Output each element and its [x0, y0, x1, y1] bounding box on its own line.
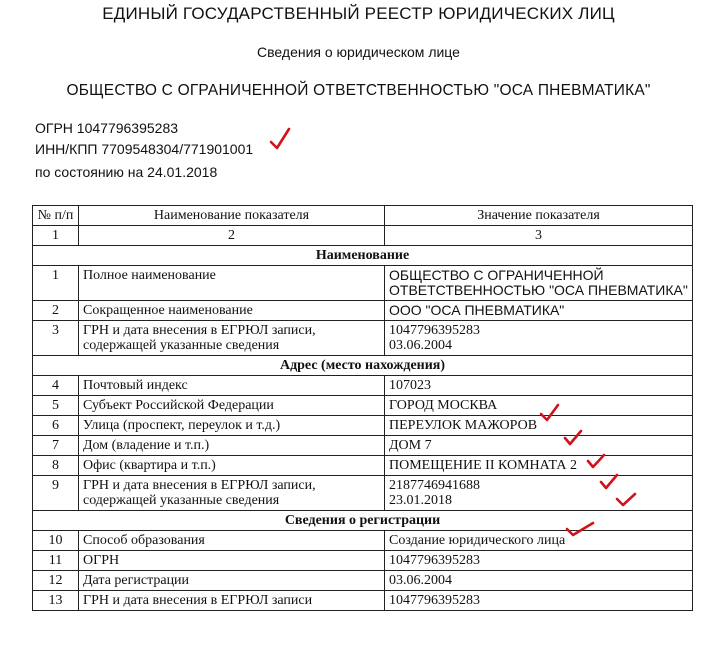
header-cell-number: № п/п: [33, 206, 79, 226]
table-row: [33, 396, 693, 416]
row-indicator: ГРН и дата внесения в ЕГРЮЛ записи: [79, 591, 385, 611]
row-value: ООО "ОСА ПНЕВМАТИКА": [385, 301, 693, 321]
table-header-row: [33, 206, 693, 226]
row-number: 13: [33, 591, 79, 611]
row-number: 5: [33, 396, 79, 416]
header-cell-indicator: Наименование показателя: [79, 206, 385, 226]
row-number: 7: [33, 436, 79, 456]
row-indicator: ГРН и дата внесения в ЕГРЮЛ записи, содержащей указанные сведения: [79, 476, 385, 511]
table-row: [33, 416, 693, 436]
table-row: [33, 551, 693, 571]
row-value: Создание юридического лица: [385, 531, 693, 551]
row-value: 1047796395283: [385, 551, 693, 571]
row-number: 2: [33, 301, 79, 321]
row-indicator: Улица (проспект, переулок и т.д.): [79, 416, 385, 436]
row-value: 1047796395283: [385, 591, 693, 611]
header-cell-value: Значение показателя: [385, 206, 693, 226]
row-value: 03.06.2004: [385, 571, 693, 591]
row-number: 11: [33, 551, 79, 571]
table-row: [33, 476, 693, 511]
table-row: [33, 376, 693, 396]
row-number: 6: [33, 416, 79, 436]
table-row: [33, 266, 693, 301]
column-number-row: [33, 226, 693, 246]
ogrn-line: ОГРН 1047796395283: [35, 120, 179, 136]
table-row: [33, 321, 693, 356]
grn-value: 2187746941688: [389, 478, 480, 493]
row-number: 3: [33, 321, 79, 356]
as-of-date-line: по состоянию на 24.01.2018: [35, 164, 218, 180]
column-number: 3: [385, 226, 693, 246]
row-number: 1: [33, 266, 79, 301]
row-value: ПОМЕЩЕНИЕ II КОМНАТА 2: [385, 456, 693, 476]
section-title-naming: Наименование: [33, 246, 693, 266]
row-indicator: Субъект Российской Федерации: [79, 396, 385, 416]
section-heading-row: [33, 246, 693, 266]
row-number: 8: [33, 456, 79, 476]
row-value: ДОМ 7: [385, 436, 693, 456]
company-name-heading: ОБЩЕСТВО С ОГРАНИЧЕННОЙ ОТВЕТСТВЕННОСТЬЮ "ОСА ПНЕВМАТИКА": [66, 82, 651, 99]
grn-date-value: 23.01.2018: [389, 493, 452, 508]
table-row: [33, 571, 693, 591]
row-indicator: Полное наименование: [79, 266, 385, 301]
grn-date-value: 03.06.2004: [389, 338, 452, 353]
section-title-address: Адрес (место нахождения): [33, 356, 693, 376]
column-number: 2: [79, 226, 385, 246]
row-value: ГОРОД МОСКВА: [385, 396, 693, 416]
checkmark-icon: [562, 428, 584, 448]
row-number: 9: [33, 476, 79, 511]
row-number: 12: [33, 571, 79, 591]
checkmark-icon: [598, 472, 620, 492]
column-number: 1: [33, 226, 79, 246]
checkmark-icon: [268, 126, 292, 152]
row-value: ОБЩЕСТВО С ОГРАНИЧЕННОЙ ОТВЕТСТВЕННОСТЬЮ "ОСА ПНЕВМАТИКА": [385, 266, 693, 301]
grn-value: 1047796395283: [389, 323, 480, 338]
registry-table: [32, 205, 693, 611]
table-row: [33, 591, 693, 611]
row-indicator: ОГРН: [79, 551, 385, 571]
row-indicator: Дата регистрации: [79, 571, 385, 591]
row-indicator: Способ образования: [79, 531, 385, 551]
table-row: [33, 301, 693, 321]
row-value: [385, 321, 693, 356]
row-indicator: Офис (квартира и т.п.): [79, 456, 385, 476]
checkmark-icon: [585, 451, 607, 471]
row-number: 10: [33, 531, 79, 551]
row-indicator: Дом (владение и т.п.): [79, 436, 385, 456]
row-number: 4: [33, 376, 79, 396]
checkmark-icon: [564, 519, 596, 541]
inn-kpp-line: ИНН/КПП 7709548304/771901001: [35, 141, 254, 157]
row-indicator: ГРН и дата внесения в ЕГРЮЛ записи, содержащей указанные сведения: [79, 321, 385, 356]
section-title-registration: Сведения о регистрации: [33, 511, 693, 531]
row-indicator: Сокращенное наименование: [79, 301, 385, 321]
row-value: [385, 476, 693, 511]
row-indicator: Почтовый индекс: [79, 376, 385, 396]
registry-title: ЕДИНЫЙ ГОСУДАРСТВЕННЫЙ РЕЕСТР ЮРИДИЧЕСКИХ ЛИЦ: [102, 4, 615, 23]
row-value: ПЕРЕУЛОК МАЖОРОВ: [385, 416, 693, 436]
checkmark-icon: [538, 402, 562, 424]
row-value: 107023: [385, 376, 693, 396]
checkmark-icon: [614, 490, 638, 510]
section-heading-row: [33, 356, 693, 376]
document-subtitle: Сведения о юридическом лице: [257, 44, 460, 60]
